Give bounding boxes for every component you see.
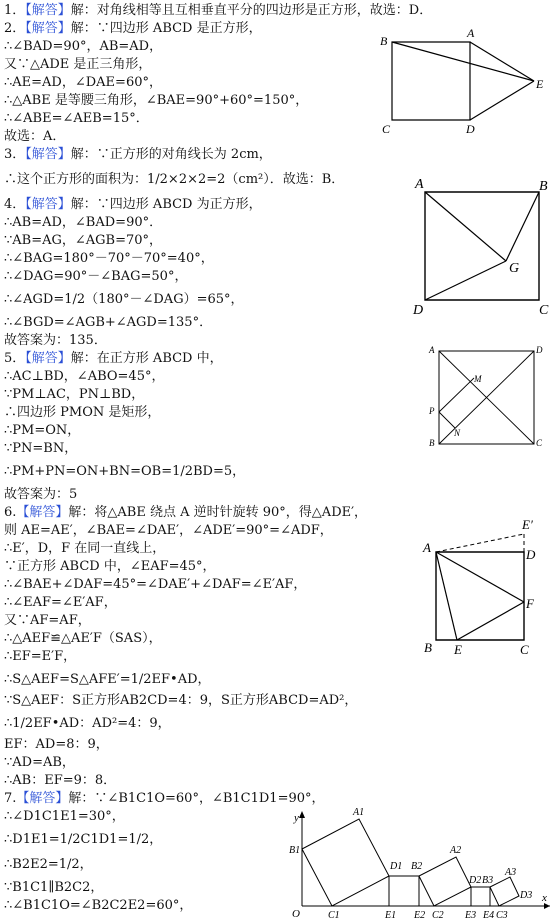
label-A: A — [429, 345, 435, 355]
label-C2: C2 — [432, 910, 444, 921]
label-A1: A1 — [353, 807, 365, 818]
text-line: 2．【解答】解：∵四边形 ABCD 是正方形， — [4, 21, 262, 36]
answer-tag: 【解答】 — [16, 505, 69, 520]
answer-tag: 【解答】 — [25, 147, 71, 162]
text-line: ∴AC⊥BD，∠ABO=45°， — [4, 369, 165, 384]
text-line: ∴∠BAD=90°，AB=AD， — [4, 39, 163, 54]
label-D: D — [536, 345, 543, 355]
label-B2: B2 — [411, 861, 423, 872]
label-y: y — [294, 812, 299, 824]
text-line: ∵正方形 ABCD 中，∠EAF=45°， — [4, 559, 216, 574]
text-line: ∴EF=E′F， — [4, 649, 77, 664]
text-line: 故答案为：135． — [4, 333, 107, 348]
label-B3: B3 — [482, 875, 494, 886]
label-E: E — [454, 642, 462, 657]
text-line: ∵AB=AG，∠AGB=70°， — [4, 233, 163, 248]
text-line: ∴B2E2=1/2， — [4, 857, 93, 872]
label-D2: D2 — [469, 875, 482, 886]
label-B: B — [429, 438, 435, 448]
label-E: E — [536, 77, 544, 91]
label-E1: E1 — [385, 910, 397, 921]
label-E-prime: E′ — [522, 517, 533, 532]
text-line: ∴PM=ON， — [4, 423, 81, 438]
text-line: ∴△ABE 是等腰三角形，∠BAE=90°+60°=150°， — [4, 93, 309, 108]
text-line: ∴∠BGD=∠AGB+∠AGD=135°． — [4, 315, 213, 330]
text-line: ∵PM⊥AC，PN⊥BD， — [4, 387, 145, 402]
answer-tag: 【解答】 — [25, 21, 71, 36]
text-line: 6.【解答】解：将△ABE 绕点 A 逆时针旋转 90°，得△ADE′， — [4, 505, 368, 520]
label-F: F — [526, 596, 534, 611]
text-line: ∴∠BAE+∠DAF=45°=∠DAE′+∠DAF=∠E′AF， — [4, 577, 307, 592]
text-line: 4．【解答】解：∵四边形 ABCD 为正方形， — [4, 197, 262, 212]
label-D: D — [413, 303, 424, 318]
figure-square-pmon — [424, 340, 552, 452]
label-E3: E3 — [465, 910, 477, 921]
text-line: ∴∠BAG=180°－70°－70°=40°， — [4, 251, 214, 266]
text-line: ∴S△AEF=S△AFE′=1/2EF•AD， — [4, 672, 211, 687]
text-line: ∴E′，D，F 在同一直线上， — [4, 541, 166, 556]
text-line: ∵B1C1∥B2C2， — [4, 880, 104, 895]
text-line: ∴∠EAF=∠E′AF， — [4, 595, 117, 610]
label-C: C — [536, 438, 543, 448]
text-line: EF：AD=8：9， — [4, 737, 109, 752]
label-D: D — [526, 547, 536, 562]
label-A: A — [415, 178, 424, 192]
label-A: A — [467, 26, 475, 40]
label-x: x — [542, 892, 547, 904]
text-line: 5．【解答】解：在正方形 ABCD 中， — [4, 351, 223, 366]
text-line: 则 AE=AE′，∠BAE=∠DAE′，∠ADE′=90°=∠ADF， — [4, 523, 333, 538]
label-B: B — [424, 640, 432, 655]
label-N: N — [454, 428, 461, 438]
label-C: C — [520, 642, 529, 657]
text-line: ∴1/2EF•AD：AD²=4：9， — [4, 716, 171, 731]
label-G: G — [509, 261, 520, 276]
figure-rotation — [418, 512, 553, 657]
text-line: ∵PN=BN， — [4, 441, 78, 456]
text-line: ∴这个正方形的面积为：1/2×2×2=2（cm²）．故选：B． — [4, 172, 345, 187]
label-B1: B1 — [289, 845, 301, 856]
label-D3: D3 — [520, 890, 533, 901]
label-B: B — [380, 34, 388, 48]
answer-tag: 【解答】 — [16, 791, 69, 806]
label-A3: A3 — [505, 867, 517, 878]
text-line: 又∵△ADE 是正三角形， — [4, 57, 152, 72]
text-line: ∴∠ABE=∠AEB=15°． — [4, 111, 149, 126]
text-line: 故选：A． — [4, 129, 66, 144]
text-line: ∴△AEF≌△AE′F（SAS）， — [4, 631, 162, 646]
text-line: ∴AB：EF=9：8． — [4, 773, 117, 788]
text-line: ∴∠DAG=90°－∠BAG=50°， — [4, 269, 188, 284]
text-line: ∴AE=AD，∠DAE=60°， — [4, 75, 162, 90]
text-line: 3．【解答】解：∵正方形的对角线长为 2cm， — [4, 147, 272, 162]
figure-squares-on-axis — [286, 805, 554, 921]
text-line: ∴∠B1C1O=∠B2C2E2=60°， — [4, 898, 193, 913]
label-P: P — [429, 406, 435, 416]
text-line: 又∵AF=AF， — [4, 613, 91, 628]
label-O: O — [292, 908, 300, 920]
label-C: C — [382, 122, 391, 136]
text-line: ∴D1E1=1/2C1D1=1/2， — [4, 832, 163, 847]
answer-tag: 【解答】 — [25, 197, 71, 212]
label-B: B — [539, 179, 548, 194]
answer-tag: 【解答】 — [25, 3, 71, 18]
label-D: D — [466, 122, 475, 136]
label-D1: D1 — [390, 861, 403, 872]
label-M: M — [474, 374, 482, 384]
text-line: ∵AD=AB， — [4, 755, 75, 770]
text-line: ∴PM+PN=ON+BN=OB=1/2BD=5， — [4, 464, 246, 479]
answer-tag: 【解答】 — [25, 351, 71, 366]
label-A: A — [423, 540, 431, 555]
label-C1: C1 — [328, 910, 340, 921]
text-line: 故答案为：5 — [4, 487, 78, 502]
label-C: C — [539, 303, 549, 318]
text-line: ∴∠D1C1E1=30°， — [4, 809, 125, 824]
label-E4: E4 — [483, 910, 495, 921]
text-line: ∵S△AEF：S正方形AB2CD=4：9，S正方形ABCD=AD²， — [4, 693, 358, 708]
label-C3: C3 — [496, 910, 508, 921]
figure-square-g — [405, 178, 555, 320]
label-A2: A2 — [450, 845, 462, 856]
text-line: ∴∠AGD=1/2（180°－∠DAG）=65°， — [4, 292, 244, 307]
text-line: 7.【解答】解：∵∠B1C1O=60°，∠B1C1D1=90°， — [4, 791, 325, 806]
label-E2: E2 — [414, 910, 426, 921]
figure-square-triangle — [378, 26, 548, 138]
text-line: ∴AB=AD，∠BAD=90°． — [4, 215, 163, 230]
text-line: ∴四边形 PMON 是矩形， — [4, 405, 161, 420]
text-line: 1．【解答】解：对角线相等且互相垂直平分的四边形是正方形，故选：D． — [4, 3, 433, 18]
